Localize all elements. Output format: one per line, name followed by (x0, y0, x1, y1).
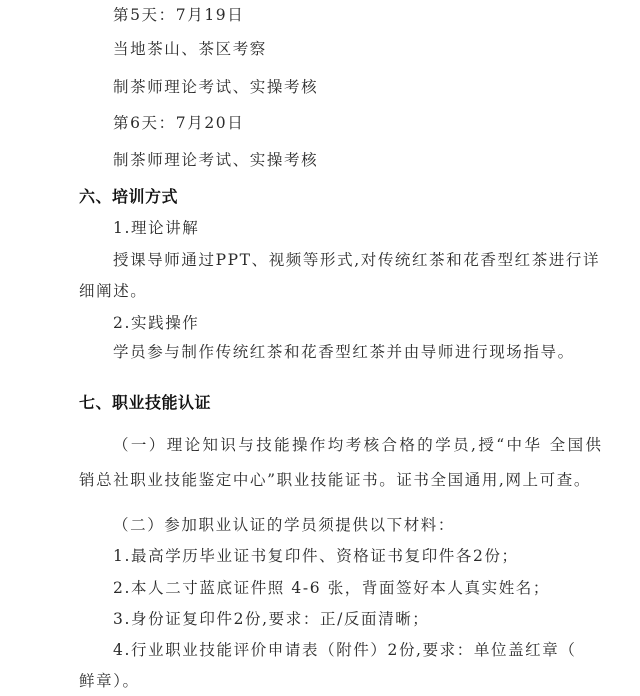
subheading: 1.理论讲解 (113, 219, 200, 237)
paragraph-line: 细阐述。 (79, 282, 148, 300)
paragraph-line: 授课导师通过PPT、视频等形式,对传统红茶和花香型红茶进行详 (113, 251, 601, 269)
schedule-item: 制茶师理论考试、实操考核 (113, 78, 319, 96)
paragraph-line: （一）理论知识与技能操作均考核合格的学员,授“中华 全国供 (113, 436, 604, 454)
section-heading-certification: 七、职业技能认证 (79, 393, 212, 412)
schedule-item: 当地茶山、茶区考察 (113, 40, 267, 58)
list-item: 1.最高学历毕业证书复印件、资格证书复印件各2份； (113, 547, 519, 565)
paragraph-line: （二）参加职业认证的学员须提供以下材料： (113, 516, 456, 534)
schedule-item: 制茶师理论考试、实操考核 (113, 151, 319, 169)
paragraph-line: 学员参与制作传统红茶和花香型红茶并由导师进行现场指导。 (113, 343, 575, 361)
list-item-continuation: 鲜章）。 (79, 672, 140, 690)
subheading: 2.实践操作 (113, 314, 200, 332)
paragraph-line: 销总社职业技能鉴定中心”职业技能证书。证书全国通用,网上可查。 (79, 471, 591, 489)
list-item: 4.行业职业技能评价申请表（附件）2份,要求：单位盖红章（ (113, 641, 577, 659)
list-item: 2.本人二寸蓝底证件照 4-6 张，背面签好本人真实姓名； (113, 579, 551, 597)
schedule-day6: 第6天：7月20日 (113, 114, 245, 132)
schedule-day5: 第5天：7月19日 (113, 6, 245, 24)
section-heading-training-method: 六、培训方式 (79, 187, 179, 206)
list-item: 3.身份证复印件2份,要求：正/反面清晰； (113, 610, 430, 628)
